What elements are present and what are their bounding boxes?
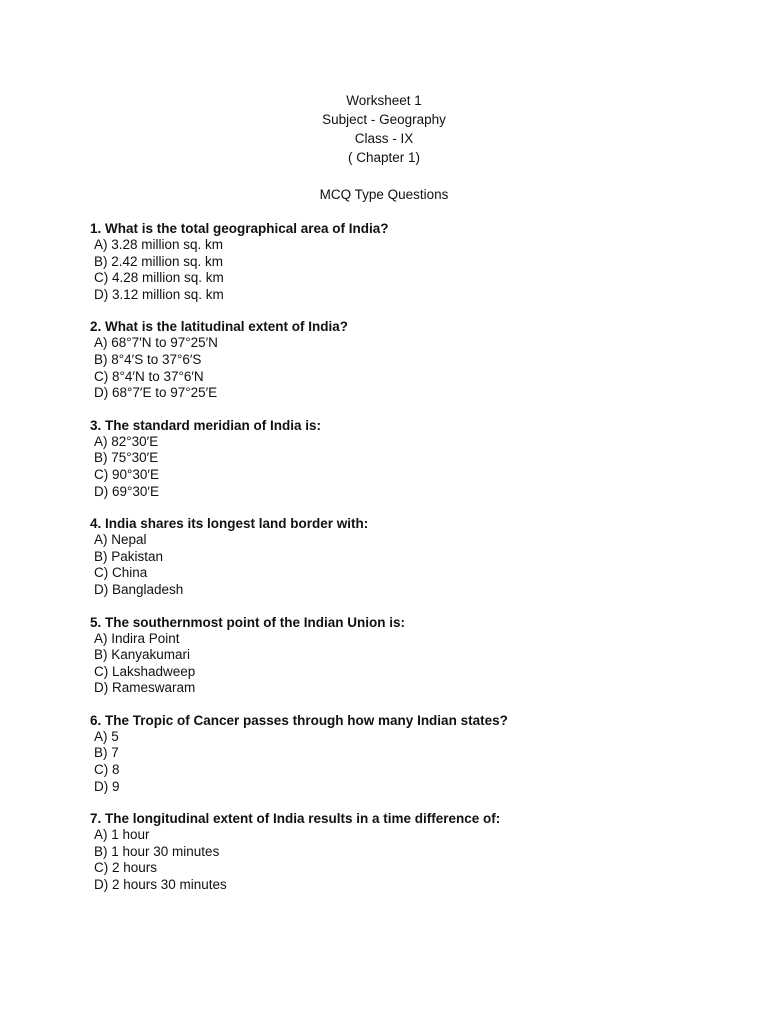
question-text: 3. The standard meridian of India is: (90, 417, 322, 433)
question-text: 1. What is the total geographical area of India? (90, 221, 389, 236)
answer-option: C) Lakshadweep (94, 663, 196, 679)
header-spacer (0, 167, 768, 185)
question-item (90, 614, 730, 697)
answer-option: A) 1 hour (94, 827, 150, 843)
answer-option: B) Kanyakumari (94, 647, 191, 663)
question-text: 5. The southernmost point of the Indian Union is: (90, 614, 405, 630)
answer-option: C) 2 hours (94, 860, 158, 876)
answer-option: B) 8°4′S to 37°6′S (94, 351, 202, 367)
class-line: Class - IX (354, 131, 414, 146)
subject-line: Subject - Geography (322, 112, 446, 127)
question-item (90, 318, 730, 401)
answer-option: D) 9 (94, 778, 120, 794)
question-item (90, 515, 730, 598)
answer-option: D) 2 hours 30 minutes (94, 877, 227, 893)
question-list (90, 220, 730, 909)
question-item (90, 712, 730, 795)
section-title: MCQ Type Questions (319, 187, 449, 202)
answer-option: A) 3.28 million sq. km (94, 237, 224, 252)
question-text: 7. The longitudinal extent of India results in a time difference of: (90, 811, 501, 827)
answer-option: B) 75°30′E (94, 450, 159, 466)
answer-option: C) 8°4′N to 37°6′N (94, 368, 204, 384)
question-item (90, 810, 730, 893)
question-item (90, 417, 730, 500)
answer-option: C) 8 (94, 762, 120, 778)
answer-option: A) Indira Point (94, 630, 180, 646)
answer-option: D) 68°7′E to 97°25′E (94, 385, 218, 401)
answer-option: A) 82°30′E (94, 433, 159, 449)
question-item (90, 220, 730, 303)
question-text: 4. India shares its longest land border with: (90, 516, 369, 532)
answer-option: A) Nepal (94, 532, 147, 548)
answer-option: D) 3.12 million sq. km (94, 286, 224, 302)
answer-option: D) Bangladesh (94, 581, 184, 597)
worksheet-header (0, 91, 768, 204)
worksheet-title: Worksheet 1 (346, 93, 422, 108)
answer-option: B) Pakistan (94, 548, 164, 564)
chapter-line: ( Chapter 1) (347, 150, 421, 165)
answer-option: C) 4.28 million sq. km (94, 270, 224, 286)
answer-option: B) 1 hour 30 minutes (94, 843, 220, 859)
answer-option: D) Rameswaram (94, 680, 196, 696)
answer-option: C) 90°30′E (94, 466, 159, 482)
answer-option: B) 7 (94, 745, 119, 761)
answer-option: A) 68°7′N to 97°25′N (94, 335, 218, 351)
question-text: 6. The Tropic of Cancer passes through how many Indian states? (90, 712, 508, 728)
answer-option: A) 5 (94, 728, 119, 744)
answer-option: C) China (94, 565, 148, 581)
question-text: 2. What is the latitudinal extent of India? (90, 319, 349, 335)
answer-option: B) 2.42 million sq. km (94, 253, 224, 269)
answer-option: D) 69°30′E (94, 483, 159, 499)
